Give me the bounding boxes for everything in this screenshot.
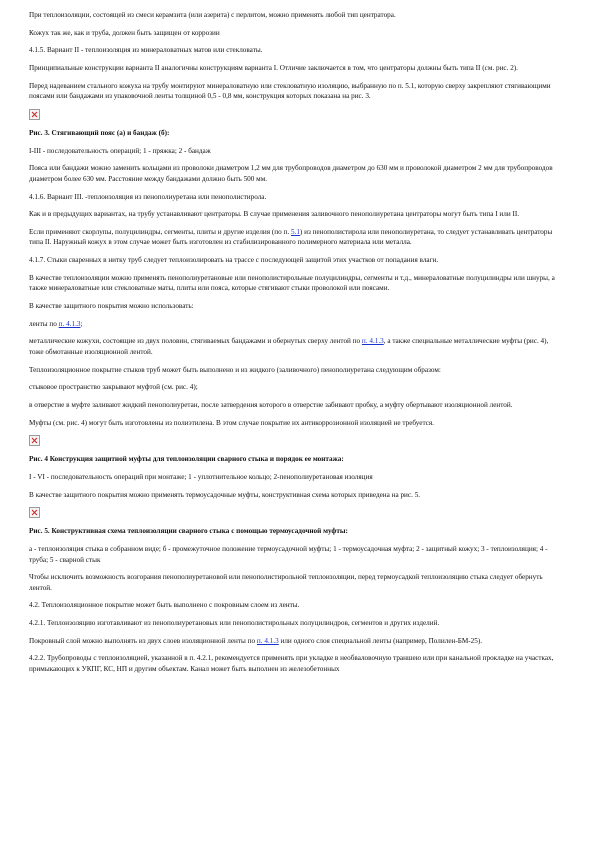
paragraph: Перед надеванием стального кожуха на трубу монтируют минераловатную или стекловатную изоляцию, выбранную по п. 5.1, которую сверху закрепляют стягивающими поясами или бандажами из упаковочной ленты толщиной 0,5 - 0,8 мм, конструкция которых показана на рис. 3. — [29, 81, 551, 101]
paragraph: Если применяют скорлупы, полуцилиндры, сегменты, плиты и другие изделия (по п. 5.1) из пенополистирола или пенополиуретана, то следует устанавливать центраторы типа II. Наружный кожух в этом случае может быть изготовлен из стабилизированного полимерного материала или металла. — [29, 227, 553, 247]
paragraph: В качестве теплоизоляции можно применять пенополиуретановые или пенополистирольные полуцилиндры, сегменты и т.д., минераловатные полуцилиндры или шнуры, а также минераловатные или стекловатные маты, плиты или пояса, которые стягивают стыки проволокой или поясами. — [29, 273, 555, 293]
figure-caption: Рис. 3. Стягивающий пояс (а) и бандаж (б): — [29, 128, 170, 137]
paragraph: Пояса или бандажи можно заменить кольцами из проволоки диаметром 1,2 мм для трубопроводов диаметром до 630 мм и проволокой диаметром 2 мм для трубопроводов диаметром более 630 мм. Расстояние между бандажами должно быть 500 мм. — [29, 164, 553, 183]
paragraph: Теплоизоляционное покрытие стыков труб может быть выполнено и из жидкого (заливочного) пенополиуретана следующим образом: — [29, 365, 441, 374]
list-item: металлические кожухи, состоящие из двух половин, стягиваемых бандажами и обернутых сверху лентой по п. 4.1.3, а также специальные металлические муфты (рис. 4), тоже обмотанные изоляционной лентой. — [29, 337, 549, 356]
broken-image-icon — [29, 435, 40, 446]
paragraph: Принципиальные конструкции варианта II аналогичны конструкциям варианта I. Отличие заключается в том, что центраторы должны быть типа II (см. рис. 2). — [29, 64, 518, 73]
section-link[interactable]: п. 4.1.3 — [361, 337, 384, 346]
list-item: стыковое пространство закрывают муфтой (см. рис. 4); — [29, 383, 198, 392]
broken-image-icon — [29, 507, 40, 518]
paragraph: Как и в предыдущих вариантах, на трубу устанавливают центраторы. В случае применения заливочного пенополиуретана центраторы могут быть типа I или II. — [29, 210, 520, 219]
figure-legend: I - VI - последовательность операций при монтаже; 1 - уплотнительное кольцо; 2-пенополиуретановая изоляция — [29, 472, 373, 481]
section-link[interactable]: п. 4.1.3 — [58, 319, 81, 328]
section-heading: 4.2. Теплоизоляционное покрытие может быть выполнено с покровным слоем из ленты. — [29, 601, 300, 610]
paragraph: 4.2.2. Трубопроводы с теплоизоляцией, указанной в п. 4.2.1, рекомендуется применять при укладке в необваловочную траншею или при канальной прокладке на участках, примыкающих к УКПГ, КС, НП и другим объектам. Канал может быть выполнен из железобетонных — [29, 654, 554, 673]
list-item: в отверстие в муфте заливают жидкий пенополиуретан, после затвердения которого в отверстие забивают пробку, а муфту обертывают изоляционной лентой. — [29, 400, 513, 409]
list-item: ленты по п. 4.1.3; — [29, 319, 83, 328]
document-page — [29, 10, 562, 682]
paragraph: Покровный слой можно выполнять из двух слоев изоляционной ленты по п. 4.1.3 или одного слоя специальной ленты (например, Полилен-БМ-25). — [29, 636, 483, 645]
figure-legend: I-III - последовательность операций; 1 - пряжка; 2 - бандаж — [29, 146, 211, 155]
paragraph: Чтобы исключить возможность возгорания пенополиуретановой или пенополистирольной теплоизоляции, перед термоусадкой теплоизоляцию стыка следует обернуть лентой. — [29, 573, 543, 592]
section-heading: 4.1.5. Вариант II - теплоизоляция из минераловатных матов или стекловаты. — [29, 46, 263, 55]
paragraph: При теплоизоляции, состоящей из смеси керамзита (или азерита) с перлитом, можно применять любой тип центратора. — [29, 11, 396, 19]
paragraph: Муфты (см. рис. 4) могут быть изготовлены из полиэтилена. В этом случае покрытие их антикоррозионной изоляцией не требуется. — [29, 418, 434, 427]
paragraph: В качестве защитного покрытия можно использовать: — [29, 301, 194, 310]
paragraph: В качестве защитного покрытия можно применять термоусадочные муфты, конструктивная схема которых приведена на рис. 5. — [29, 490, 421, 499]
section-heading: 4.1.7. Стыки сваренных в нитку труб следует теплоизолировать на трассе с последующей защитой этих участков от попадания влаги. — [29, 256, 439, 265]
figure-caption: Рис. 4 Конструкция защитной муфты для теплоизоляции сварного стыка и порядок ее монтажа: — [29, 455, 344, 464]
section-link[interactable]: 5.1 — [290, 227, 300, 236]
section-link[interactable]: п. 4.1.3 — [256, 636, 279, 645]
broken-image-icon — [29, 109, 40, 120]
figure-caption: Рис. 5. Конструктивная схема теплоизоляции сварного стыка с помощью термоусадочной муфты: — [29, 527, 348, 536]
section-heading: 4.1.6. Вариант III. -теплоизоляция из пенополиуретана или пенополистирола. — [29, 192, 267, 201]
paragraph: Кожух так же, как и труба, должен быть защищен от коррозии — [29, 28, 220, 37]
figure-legend: а - теплоизоляция стыка в собранном виде; б - промежуточное положение термоусадочной муфты; 1 - термоусадочная муфта; 2 - защитный кожух; 3 - теплоизоляция; 4 - труба; 5 - сварной стык — [29, 545, 548, 564]
paragraph: 4.2.1. Теплоизоляцию изготавливают из пенополиуретановых или пенополистирольных полуцилиндров, сегментов и других изделий. — [29, 619, 440, 628]
